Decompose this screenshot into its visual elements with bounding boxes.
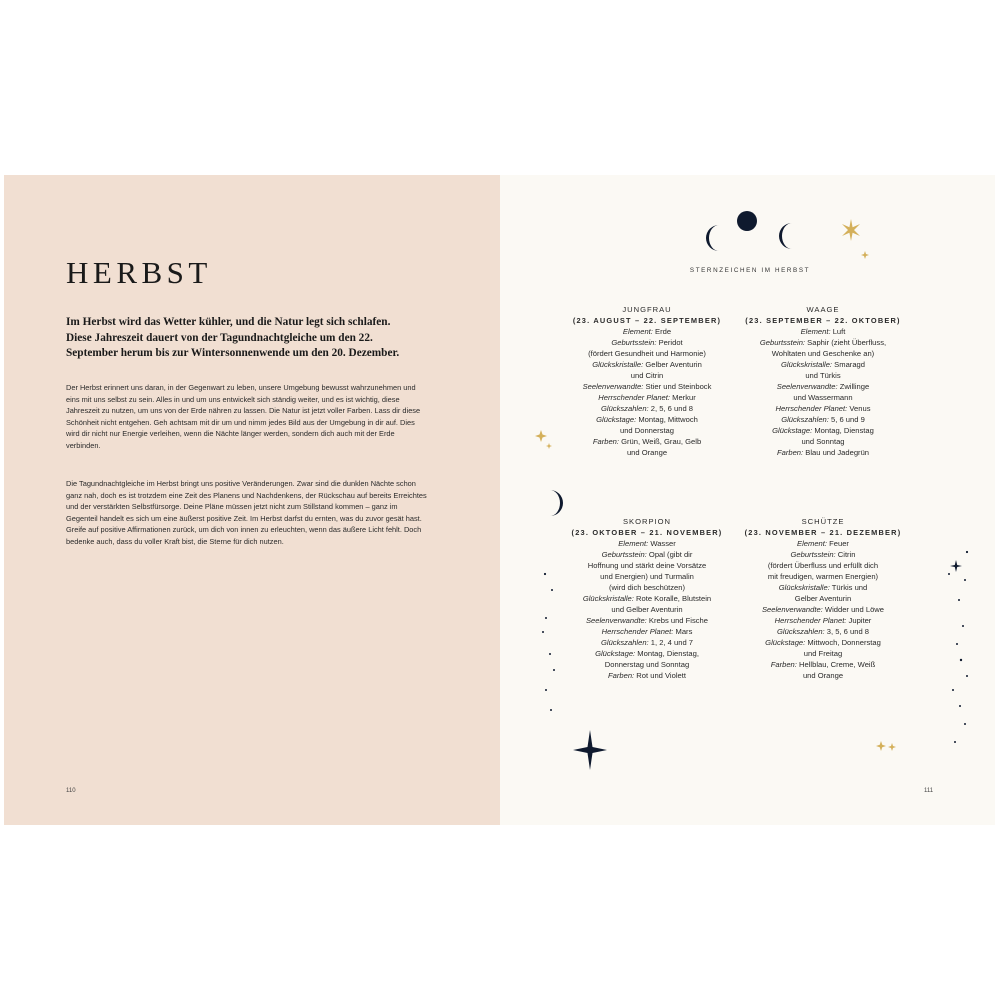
zodiac-virgo <box>552 304 742 458</box>
info-value: Opal (gibt dir <box>648 550 693 559</box>
zodiac-info-list <box>728 538 918 681</box>
info-key: Herrschender Planet: <box>775 404 848 413</box>
info-key: Element: <box>618 539 649 548</box>
info-value: Venus <box>849 404 871 413</box>
info-key: Geburtsstein: <box>759 338 806 347</box>
info-key: Glückstage: <box>596 415 637 424</box>
info-value: und Freitag <box>803 649 843 658</box>
zodiac-info-line <box>728 560 918 571</box>
info-key: Seelenverwandte: <box>761 605 823 614</box>
zodiac-info-line <box>728 425 918 436</box>
info-value: Montag, Dienstag <box>814 426 874 435</box>
info-key: Seelenverwandte: <box>582 382 644 391</box>
info-key: Farben: <box>592 437 619 446</box>
info-value: 2, 5, 6 und 8 <box>650 404 694 413</box>
zodiac-info-line <box>728 414 918 425</box>
zodiac-info-line <box>552 359 742 370</box>
zodiac-info-line <box>552 381 742 392</box>
info-key: Glückstage: <box>765 638 806 647</box>
gold-sparkle-icon <box>888 743 896 751</box>
info-key: Seelenverwandte: <box>776 382 838 391</box>
zodiac-info-line <box>728 582 918 593</box>
body-paragraph: Die Tagundnachtgleiche im Herbst bringt uns positive Veränderungen. Zwar sind die dunklen Nächte schon ganz nah, doch es ist trotzdem eine Zeit des Planens und Nachdenkens, der Rückschau auf bereits Erreichtes und der verstärkten Selbstfürsorge. Deine Pläne müssen jetzt nicht zum Stillstand kommen – ganz im Gegenteil handelt es sich um eine äußerst positive Zeit. Im Herbst darfst du ernten, was du zuvor gesät hast. Greife auf positive Affirmationen zurück, um dich von innen zu erleuchten, wenn das äußere Licht fehlt. Doch bedenke auch, dass du voller Kraft bist, die Sterne für dich nutzen. <box>66 479 427 546</box>
info-key: Glückstage: <box>772 426 813 435</box>
info-value: und Donnerstag <box>619 426 675 435</box>
info-value: Hellblau, Creme, Weiß <box>799 660 876 669</box>
info-key: Glückskristalle: <box>582 594 634 603</box>
zodiac-info-line <box>728 538 918 549</box>
zodiac-libra <box>728 304 918 458</box>
info-value: Montag, Dienstag, <box>637 649 699 658</box>
info-value: Merkur <box>672 393 696 402</box>
info-key: Element: <box>800 327 831 336</box>
zodiac-info-list <box>728 326 918 458</box>
zodiac-info-line <box>728 370 918 381</box>
gold-sparkle-icon <box>546 443 552 449</box>
zodiac-info-line <box>552 571 742 582</box>
zodiac-name: JUNGFRAU <box>622 305 672 314</box>
zodiac-name: WAAGE <box>806 305 840 314</box>
zodiac-info-line <box>728 571 918 582</box>
right-page <box>500 175 995 825</box>
info-value: 5, 6 und 9 <box>831 415 865 424</box>
zodiac-info-line <box>552 615 742 626</box>
info-value: Donnerstag und Sonntag <box>604 660 690 669</box>
zodiac-info-line <box>728 348 918 359</box>
info-value: Mars <box>675 627 693 636</box>
info-value: Blau und Jadegrün <box>805 448 870 457</box>
zodiac-info-line <box>728 604 918 615</box>
zodiac-info-line <box>552 348 742 359</box>
info-value: Gelber Aventurin <box>794 594 852 603</box>
info-key: Herrschender Planet: <box>774 616 847 625</box>
gold-sparkle-icon <box>861 251 869 259</box>
zodiac-sagittarius <box>728 516 918 681</box>
lead-paragraph: Im Herbst wird das Wetter kühler, und die Natur legt sich schlafen. Diese Jahreszeit dauert von der Tagundnachtgleiche um den 22. September herum bis zur Wintersonnenwende um den 20. Dezember. <box>66 316 400 359</box>
zodiac-info-line <box>552 637 742 648</box>
info-value: (fördert Gesundheit und Harmonie) <box>588 349 706 358</box>
zodiac-info-line <box>728 626 918 637</box>
info-value: Grün, Weiß, Grau, Gelb <box>621 437 702 446</box>
zodiac-info-line <box>728 659 918 670</box>
zodiac-info-line <box>728 670 918 681</box>
info-value: Erde <box>655 327 672 336</box>
zodiac-info-line <box>552 659 742 670</box>
zodiac-info-line <box>728 337 918 348</box>
zodiac-dates: (23. NOVEMBER – 21. DEZEMBER) <box>744 528 902 537</box>
info-value: Türkis und <box>831 583 868 592</box>
info-value: Jupiter <box>848 616 872 625</box>
zodiac-dates: (23. AUGUST – 22. SEPTEMBER) <box>572 316 722 325</box>
zodiac-info-line <box>728 593 918 604</box>
zodiac-info-line <box>728 359 918 370</box>
page-number-right: 111 <box>924 788 934 794</box>
info-key: Glückskristalle: <box>592 360 644 369</box>
section-heading: STERNZEICHEN IM HERBST <box>689 267 811 274</box>
zodiac-info-line <box>552 560 742 571</box>
page-title: HERBST <box>66 255 212 290</box>
info-key: Glückstage: <box>595 649 636 658</box>
info-key: Element: <box>622 327 653 336</box>
zodiac-dates: (23. SEPTEMBER – 22. OKTOBER) <box>745 316 901 325</box>
zodiac-info-line <box>552 648 742 659</box>
info-value: Rote Koralle, Blutstein <box>636 594 712 603</box>
zodiac-info-line <box>552 392 742 403</box>
info-key: Farben: <box>776 448 804 457</box>
info-value: Widder und Löwe <box>824 605 885 614</box>
zodiac-info-line <box>552 403 742 414</box>
zodiac-info-line <box>552 425 742 436</box>
zodiac-info-line <box>728 615 918 626</box>
info-key: Element: <box>797 539 827 548</box>
star-dots-icon <box>540 570 558 730</box>
info-value: Wohltaten und Geschenke an) <box>771 349 875 358</box>
info-value: Mittwoch, Donnerstag <box>807 638 881 647</box>
info-value: Stier und Steinbock <box>645 382 712 391</box>
zodiac-info-line <box>552 436 742 447</box>
info-value: und Wassermann <box>793 393 853 402</box>
info-value: Zwillinge <box>839 382 870 391</box>
gold-sparkle-icon <box>876 741 886 751</box>
info-key: Farben: <box>608 671 635 680</box>
zodiac-info-line <box>728 648 918 659</box>
zodiac-scorpio <box>552 516 742 681</box>
zodiac-info-line <box>552 670 742 681</box>
zodiac-info-line <box>552 604 742 615</box>
zodiac-info-line <box>552 549 742 560</box>
zodiac-info-line <box>728 381 918 392</box>
info-key: Glückskristalle: <box>778 583 830 592</box>
info-value: 1, 2, 4 und 7 <box>650 638 694 647</box>
body-paragraph: Der Herbst erinnert uns daran, in der Gegenwart zu leben, unsere Umgebung bewusst wahrzunehmen und eins mit uns selbst zu sein. Alles in und um uns entwickelt sich ständig weiter, und es ist wichtig, diese Jahreszeit zu nutzen, um uns von der Erde nähren zu lassen. Die Natur ist jetzt voller Farben. Lass dir diese Schönheit nicht entgehen. Geh achtsam mit dir um und nimm jedes Bild aus der Umgebung in dir auf. Dies wird dir nicht nur Energie verleihen, wenn die Nächte länger werden, sondern dich auch mit der Erde verbinden. <box>66 383 421 450</box>
zodiac-info-list <box>552 326 742 458</box>
info-value: und Gelber Aventurin <box>611 605 683 614</box>
info-value: und Orange <box>802 671 844 680</box>
info-key: Glückszahlen: <box>776 627 825 636</box>
zodiac-info-line <box>552 326 742 337</box>
info-key: Farben: <box>770 660 797 669</box>
waxing-crescent-moon-icon <box>776 221 796 251</box>
zodiac-info-list <box>552 538 742 681</box>
info-key: Geburtsstein: <box>611 338 657 347</box>
info-value: Hoffnung und stärkt deine Vorsätze <box>587 561 707 570</box>
zodiac-info-line <box>552 582 742 593</box>
info-key: Geburtsstein: <box>790 550 836 559</box>
zodiac-info-line <box>552 626 742 637</box>
zodiac-dates: (23. OKTOBER – 21. NOVEMBER) <box>571 528 723 537</box>
info-value: und Energien) und Turmalin <box>600 572 694 581</box>
zodiac-info-line <box>728 637 918 648</box>
info-value: (wird dich beschützen) <box>609 583 685 592</box>
zodiac-name: SCHÜTZE <box>801 517 845 526</box>
info-key: Seelenverwandte: <box>585 616 647 625</box>
info-key: Glückszahlen: <box>781 415 829 424</box>
zodiac-name: SKORPION <box>622 517 672 526</box>
info-value: und Sonntag <box>801 437 845 446</box>
zodiac-info-line <box>728 326 918 337</box>
info-value: Wasser <box>650 539 676 548</box>
gold-sparkle-icon <box>535 430 547 442</box>
four-point-star-icon <box>573 730 607 770</box>
zodiac-info-line <box>728 447 918 458</box>
info-value: Krebs und Fische <box>648 616 708 625</box>
zodiac-info-line <box>552 447 742 458</box>
info-key: Glückszahlen: <box>600 638 649 647</box>
zodiac-info-line <box>552 538 742 549</box>
gold-sun-star-icon <box>840 219 862 241</box>
info-key: Herrschender Planet: <box>598 393 670 402</box>
zodiac-info-line <box>552 337 742 348</box>
info-value: Smaragd <box>834 360 865 369</box>
crescent-moon-icon <box>544 488 566 518</box>
zodiac-info-line <box>728 392 918 403</box>
info-value: 3, 5, 6 und 8 <box>826 627 870 636</box>
info-key: Geburtsstein: <box>601 550 647 559</box>
left-page <box>4 175 500 825</box>
info-key: Glückskristalle: <box>780 360 833 369</box>
info-value: Montag, Mittwoch <box>638 415 698 424</box>
info-key: Herrschender Planet: <box>601 627 674 636</box>
page-number-left: 110 <box>66 788 76 794</box>
info-value: Saphir (zieht Überfluss, <box>807 338 887 347</box>
info-value: und Citrin <box>630 371 664 380</box>
info-value: Gelber Aventurin <box>645 360 702 369</box>
zodiac-info-line <box>552 370 742 381</box>
info-value: Citrin <box>837 550 856 559</box>
info-value: Feuer <box>829 539 849 548</box>
full-moon-icon <box>736 210 758 232</box>
info-value: mit freudigen, warmen Energien) <box>767 572 879 581</box>
info-key: Glückszahlen: <box>600 404 649 413</box>
waning-crescent-moon-icon <box>703 223 723 253</box>
zodiac-info-line <box>728 549 918 560</box>
star-dots-icon <box>945 550 975 750</box>
info-value: und Orange <box>626 448 668 457</box>
zodiac-info-line <box>728 403 918 414</box>
info-value: Rot und Violett <box>636 671 686 680</box>
info-value: Luft <box>832 327 846 336</box>
zodiac-info-line <box>552 593 742 604</box>
info-value: Peridot <box>658 338 683 347</box>
zodiac-info-line <box>728 436 918 447</box>
zodiac-info-line <box>552 414 742 425</box>
info-value: (fördert Überfluss und erfüllt dich <box>767 561 879 570</box>
info-value: und Türkis <box>805 371 841 380</box>
